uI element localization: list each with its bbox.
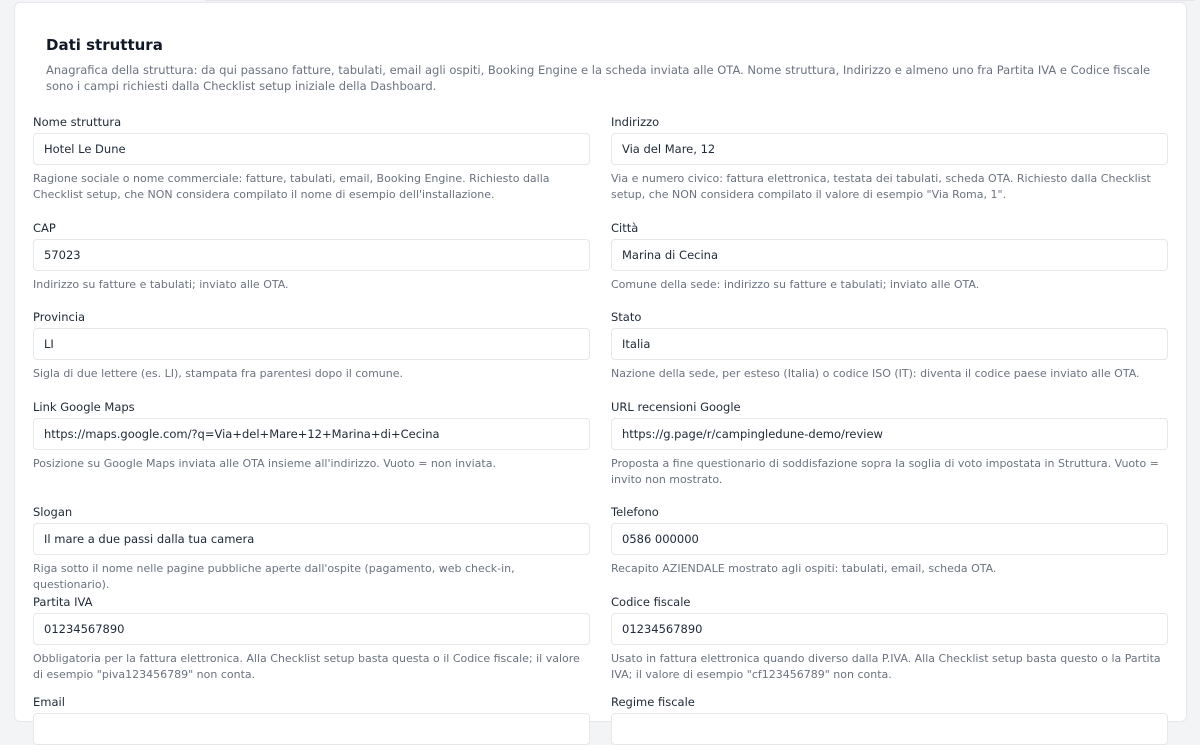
top-divider (205, 0, 1195, 1)
settings-card (14, 2, 1187, 722)
regime-fiscale-input[interactable] (611, 713, 1168, 745)
field-label: Telefono (611, 505, 659, 519)
field-help: Comune della sede: indirizzo su fatture e tabulati; inviato alle OTA. (611, 278, 980, 291)
field-nome-struttura (33, 115, 590, 221)
field-regime-fiscale (611, 695, 1168, 735)
email-input[interactable] (33, 713, 590, 745)
field-help: Recapito AZIENDALE mostrato agli ospiti: tabulati, email, scheda OTA. (611, 562, 997, 575)
field-label: CAP (33, 221, 56, 235)
field-partita-iva (33, 595, 590, 695)
field-help: Sigla di due lettere (es. LI), stampata fra parentesi dopo il comune. (33, 367, 404, 380)
field-label: Slogan (33, 505, 73, 519)
field-help: Posizione su Google Maps inviata alle OTA insieme all'indirizzo. Vuoto = non inviata. (33, 457, 496, 470)
field-help: Nazione della sede, per esteso (Italia) o codice ISO (IT): diventa il codice paese inviato alle OTA. (611, 367, 1140, 380)
section-description: Anagrafica della struttura: da qui passano fatture, tabulati, email agli ospiti, Booking Engine e la scheda inviata alle OTA. Nome struttura, Indirizzo e almeno uno fra Partita IVA e Codice fiscale sono i campi richiesti dalla Checklist setup iniziale della Dashboard. (46, 63, 1151, 93)
field-help: Usato in fattura elettronica quando diverso dalla P.IVA. Alla Checklist setup basta questo o la Partita IVA; il valore di esempio "cf123456789" non conta. (611, 652, 1161, 681)
field-citta (611, 221, 1168, 310)
field-indirizzo (611, 115, 1168, 221)
field-help: Obbligatoria per la fattura elettronica. Alla Checklist setup basta questa o il Codice fiscale; il valore di esempio "piva123456789" non conta. (33, 652, 580, 681)
field-label: Città (611, 221, 639, 235)
field-url-recensioni (611, 400, 1168, 505)
field-label: Partita IVA (33, 595, 93, 609)
field-label: Provincia (33, 310, 86, 324)
partita-iva-input[interactable] (33, 613, 590, 645)
section-header (46, 35, 1156, 94)
fields-row (33, 221, 1168, 310)
fields-grid (33, 115, 1168, 735)
field-label: Nome struttura (33, 115, 122, 129)
field-codice-fiscale (611, 595, 1168, 695)
slogan-input[interactable] (33, 523, 590, 555)
fields-row (33, 695, 1168, 735)
field-help: Via e numero civico: fattura elettronica, testata dei tabulati, scheda OTA. Richiesto dalla Checklist setup, che NON considera compilato il valore di esempio "Via Roma, 1". (611, 172, 1151, 201)
codice-fiscale-input[interactable] (611, 613, 1168, 645)
field-email (33, 695, 590, 735)
field-label: Email (33, 695, 65, 709)
field-label: Link Google Maps (33, 400, 135, 414)
indirizzo-input[interactable] (611, 133, 1168, 165)
field-help: Riga sotto il nome nelle pagine pubbliche aperte dall'ospite (pagamento, web check-in, questionario). (33, 562, 515, 591)
field-slogan (33, 505, 590, 595)
field-help: Proposta a fine questionario di soddisfazione sopra la soglia di voto impostata in Struttura. Vuoto = invito non mostrato. (611, 457, 1159, 486)
field-help: Indirizzo su fatture e tabulati; inviato alle OTA. (33, 278, 289, 291)
field-label: Regime fiscale (611, 695, 695, 709)
nome-struttura-input[interactable] (33, 133, 590, 165)
section-title: Dati struttura (46, 36, 163, 54)
field-label: URL recensioni Google (611, 400, 741, 414)
cap-input[interactable] (33, 239, 590, 271)
citta-input[interactable] (611, 239, 1168, 271)
field-label: Stato (611, 310, 642, 324)
field-label: Codice fiscale (611, 595, 691, 609)
field-link-google-maps (33, 400, 590, 505)
field-label: Indirizzo (611, 115, 660, 129)
field-stato (611, 310, 1168, 400)
provincia-input[interactable] (33, 328, 590, 360)
fields-row (33, 595, 1168, 695)
fields-row (33, 310, 1168, 400)
field-telefono (611, 505, 1168, 595)
field-cap (33, 221, 590, 310)
fields-row (33, 505, 1168, 595)
fields-row (33, 400, 1168, 505)
telefono-input[interactable] (611, 523, 1168, 555)
field-help: Ragione sociale o nome commerciale: fatture, tabulati, email, Booking Engine. Richiesto dalla Checklist setup, che NON considera compilato il nome di esempio dell'installazione. (33, 172, 550, 201)
stato-input[interactable] (611, 328, 1168, 360)
field-provincia (33, 310, 590, 400)
fields-row (33, 115, 1168, 221)
google-maps-link-input[interactable] (33, 418, 590, 450)
google-reviews-url-input[interactable] (611, 418, 1168, 450)
